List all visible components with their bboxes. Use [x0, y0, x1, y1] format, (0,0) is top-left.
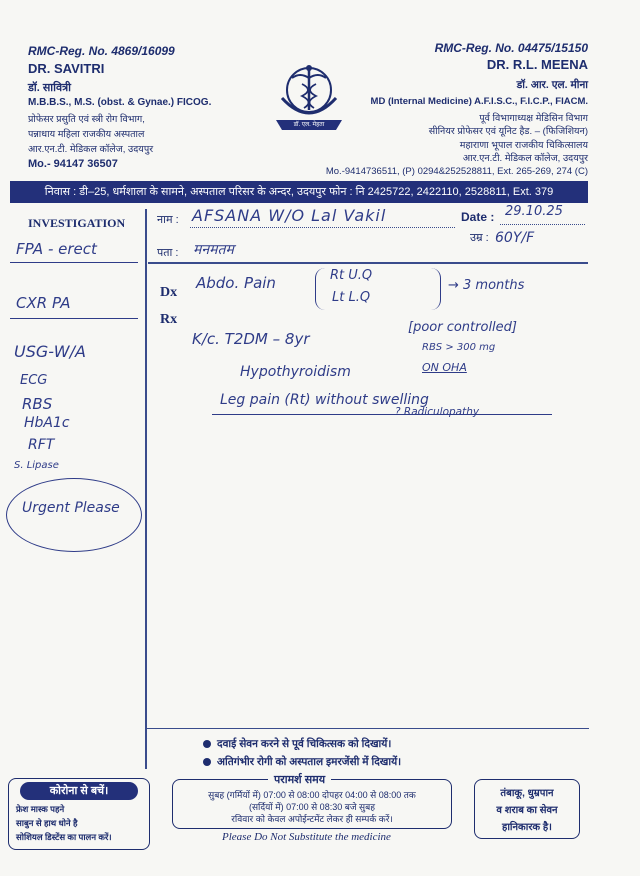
oha-note: ON OHA [422, 361, 467, 374]
left-doctor-name: DR. SAVITRI [28, 61, 105, 76]
right-doctor-name: DR. R.L. MEENA [486, 57, 588, 72]
date-underline [500, 224, 585, 225]
left-title-line: प्रोफेसर प्रसुति एवं स्त्री रोग विभाग, [28, 114, 145, 125]
consult-line: रविवार को केवल अपोईन्टमेंट लेकर ही सम्पर्क करें। [231, 814, 393, 824]
handwritten-underline [212, 414, 552, 415]
investigation-item: RFT [28, 437, 55, 453]
patient-address: मनमतम [193, 242, 234, 258]
investigation-item: CXR PA [16, 294, 71, 312]
investigation-item: S. Lipase [14, 460, 59, 471]
date-label: Date : [461, 210, 495, 224]
address-bar: निवास : डी–25, धर्मशाला के सामने, अस्पताल परिसर के अन्दर, उदयपुर फोन : नि 2425722, 2422110, 2528811, Ext. 379 [10, 181, 588, 203]
corona-item: साबुन से हाथ धोने है [16, 818, 78, 828]
footer-note: अतिगंभीर रोगी को अस्पताल इमरजेंसी में दिखायें। [203, 755, 401, 769]
caduceus-logo [268, 60, 350, 140]
column-divider [145, 209, 147, 769]
leg-pain-note: Leg pain (Rt) without swelling [220, 392, 429, 408]
urgent-note: Urgent Please [22, 500, 120, 516]
patient-age: 60Y/F [495, 230, 535, 246]
right-title-line: महाराणा भूपाल राजकीय चिकित्सालय [459, 140, 588, 151]
bracket-right [430, 268, 441, 310]
consult-title: परामर्श समय [268, 772, 331, 787]
corona-item: फ्रेश मास्क पहने [16, 804, 65, 814]
left-title-line: पन्नाधाय महिला राजकीय अस्पताल [28, 129, 145, 140]
left-doctor-name-hindi: डॉ. सावित्री [28, 82, 72, 94]
left-doctor-degree: M.B.B.S., M.S. (obst. & Gynae.) FICOG. [28, 97, 212, 108]
consult-line: सुबह (गर्मियों में) 07:00 से 08:00 दोपहर 04:00 से 08:00 तक [208, 790, 416, 800]
hypothyroid-note: Hypothyroidism [240, 364, 351, 380]
header-divider [148, 262, 588, 264]
right-reg-number: RMC-Reg. No. 04475/15150 [434, 41, 588, 55]
radiculopathy-note: ? Radiculopathy [395, 406, 480, 418]
substitute-note: Please Do Not Substitute the medicine [222, 831, 391, 843]
consult-line: (सर्दियों में) 07:00 से 08:30 बजे सुबह [248, 802, 376, 812]
left-mobile: Mo.- 94147 36507 [28, 158, 118, 170]
left-reg-number: RMC-Reg. No. 4869/16099 [28, 44, 175, 58]
corona-item: सोशियल डिस्टेंस का पालन करें। [16, 832, 112, 842]
tobacco-line: तंबाकू, धुम्रपान [500, 788, 554, 799]
investigation-heading: INVESTIGATION [28, 216, 126, 230]
right-doctor-degree: MD (Internal Medicine) A.F.I.S.C., F.I.C.P., FIACM. [370, 96, 588, 107]
address-label: पता : [157, 247, 179, 259]
age-label: उम्र : [470, 232, 489, 244]
investigation-item: RBS [22, 395, 53, 413]
medical-history: K/c. T2DM – 8yr [192, 330, 310, 348]
right-title-line: सीनियर प्रोफेसर एवं यूनिट हैड. – (फिजिशियन) [428, 126, 588, 137]
tobacco-line: व शराब का सेवन [496, 805, 558, 816]
right-doctor-name-hindi: डॉ. आर. एल. मीना [516, 79, 588, 91]
complaint-duration: → 3 months [448, 278, 525, 293]
rbs-note: RBS > 300 mg [422, 342, 496, 353]
investigation-item: ECG [20, 373, 48, 388]
quadrant-note: Rt U.Q [330, 268, 373, 283]
visit-date: 29.10.25 [505, 204, 563, 219]
quadrant-note: Lt L.Q [332, 290, 371, 305]
patient-name: AFSANA W/O Lal Vakil [192, 206, 387, 225]
investigation-item: USG-W/A [14, 342, 86, 361]
investigation-item: HbA1c [24, 415, 70, 431]
investigation-item: FPA - erect [16, 240, 97, 258]
tobacco-line: हानिकारक है। [502, 822, 552, 833]
logo-text: डॉ. एल. मेहता [293, 122, 325, 128]
rx-mark: Rx [160, 312, 178, 327]
right-title-line: पूर्व विभागाध्यक्ष मेडिसिन विभाग [479, 113, 588, 124]
name-underline [190, 227, 455, 228]
footer-divider [145, 728, 589, 729]
chief-complaint: Abdo. Pain [196, 274, 276, 292]
bracket-left [315, 268, 326, 310]
left-title-line: आर.एन.टी. मेडिकल कॉलेज, उदयपुर [28, 144, 154, 155]
footer-note: दवाई सेवन करने से पूर्व चिकित्सक को दिखायें। [203, 737, 391, 751]
investigation-separator [10, 262, 138, 263]
control-status: [poor controlled] [408, 320, 517, 335]
right-title-line: आर.एन.टी. मेडिकल कॉलेज, उदयपुर [462, 153, 588, 164]
corona-title: कोरोना से बचें। [20, 782, 138, 800]
investigation-separator [10, 318, 138, 319]
name-label: नाम : [157, 214, 179, 226]
right-mobile: Mo.-9414736511, (P) 0294&252528811, Ext. 265-269, 274 (C) [325, 166, 588, 177]
diagnosis-mark: Dx [160, 285, 178, 300]
